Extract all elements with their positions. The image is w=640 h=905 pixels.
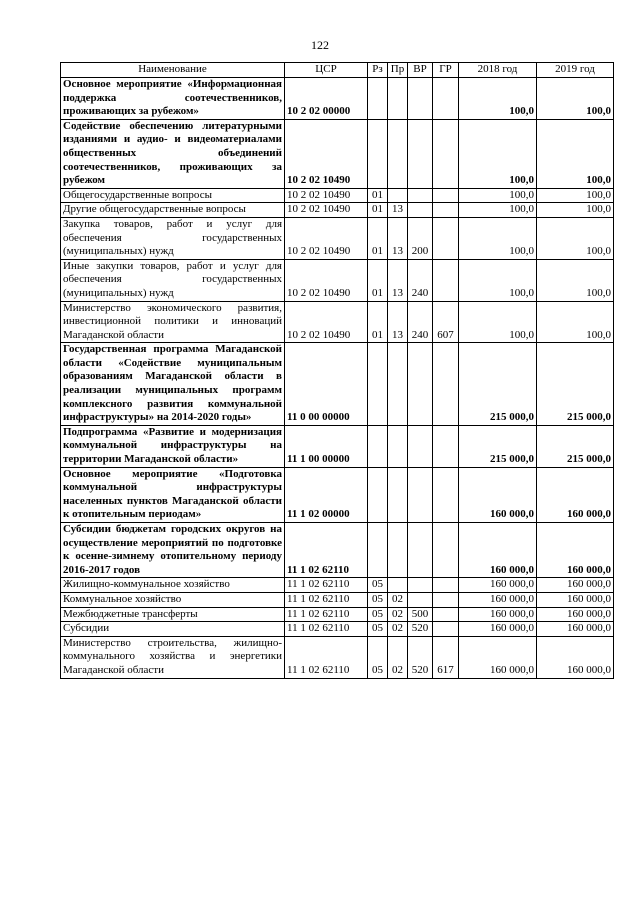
cell-gr xyxy=(433,425,459,467)
budget-table xyxy=(60,62,614,679)
cell-pr xyxy=(388,343,408,426)
cell-pr xyxy=(388,425,408,467)
cell-csr: 10 2 02 10490 xyxy=(285,188,368,203)
cell-csr: 10 2 02 10490 xyxy=(285,203,368,218)
table-row xyxy=(61,259,614,301)
cell-rz: 05 xyxy=(368,607,388,622)
cell-2018: 160 000,0 xyxy=(459,578,537,593)
header-pr: Пр xyxy=(388,63,408,78)
cell-csr: 10 2 02 10490 xyxy=(285,301,368,343)
cell-pr: 02 xyxy=(388,622,408,637)
cell-pr xyxy=(388,78,408,120)
cell-rz: 05 xyxy=(368,622,388,637)
table-row xyxy=(61,217,614,259)
cell-pr: 13 xyxy=(388,217,408,259)
cell-rz: 05 xyxy=(368,578,388,593)
cell-gr xyxy=(433,607,459,622)
cell-2018: 100,0 xyxy=(459,259,537,301)
cell-pr: 02 xyxy=(388,636,408,678)
cell-2018: 100,0 xyxy=(459,217,537,259)
header-2018: 2018 год xyxy=(459,63,537,78)
cell-2019: 160 000,0 xyxy=(537,622,614,637)
cell-name: Жилищно-коммунальное хозяйство xyxy=(61,578,285,593)
table-header-row xyxy=(61,63,614,78)
cell-2018: 160 000,0 xyxy=(459,592,537,607)
cell-csr: 11 1 02 00000 xyxy=(285,467,368,522)
cell-vr xyxy=(408,425,433,467)
cell-csr: 10 2 02 10490 xyxy=(285,217,368,259)
cell-2019: 100,0 xyxy=(537,217,614,259)
table-row xyxy=(61,636,614,678)
cell-name: Основное мероприятие «Информационная поддержка соотечественников, проживающих за рубежом» xyxy=(61,78,285,120)
cell-vr xyxy=(408,578,433,593)
cell-pr: 02 xyxy=(388,607,408,622)
cell-rz: 05 xyxy=(368,592,388,607)
table-row xyxy=(61,578,614,593)
cell-2018: 160 000,0 xyxy=(459,607,537,622)
cell-2019: 100,0 xyxy=(537,259,614,301)
cell-gr xyxy=(433,467,459,522)
cell-pr: 13 xyxy=(388,203,408,218)
cell-2018: 160 000,0 xyxy=(459,622,537,637)
table-row xyxy=(61,592,614,607)
cell-name: Министерство строительства, жилищно-коммунального хозяйства и энергетики Магаданской области xyxy=(61,636,285,678)
cell-2018: 100,0 xyxy=(459,119,537,188)
cell-2018: 160 000,0 xyxy=(459,467,537,522)
cell-rz: 01 xyxy=(368,217,388,259)
cell-csr: 11 1 02 62110 xyxy=(285,607,368,622)
cell-pr: 02 xyxy=(388,592,408,607)
cell-name: Подпрограмма «Развитие и модернизация коммунальной инфраструктуры на территории Магаданской области» xyxy=(61,425,285,467)
header-2019: 2019 год xyxy=(537,63,614,78)
cell-2019: 215 000,0 xyxy=(537,343,614,426)
cell-2018: 100,0 xyxy=(459,301,537,343)
cell-name: Коммунальное хозяйство xyxy=(61,592,285,607)
cell-rz xyxy=(368,119,388,188)
cell-vr xyxy=(408,119,433,188)
cell-2019: 215 000,0 xyxy=(537,425,614,467)
cell-2019: 160 000,0 xyxy=(537,592,614,607)
table-row xyxy=(61,188,614,203)
table-row xyxy=(61,343,614,426)
header-name: Наименование xyxy=(61,63,285,78)
table-row xyxy=(61,523,614,578)
cell-2019: 160 000,0 xyxy=(537,523,614,578)
cell-pr xyxy=(388,119,408,188)
cell-2018: 160 000,0 xyxy=(459,636,537,678)
cell-2019: 100,0 xyxy=(537,301,614,343)
header-rz: Рз xyxy=(368,63,388,78)
cell-2019: 160 000,0 xyxy=(537,578,614,593)
cell-2018: 215 000,0 xyxy=(459,343,537,426)
table-body xyxy=(61,78,614,679)
cell-rz xyxy=(368,523,388,578)
cell-csr: 11 1 02 62110 xyxy=(285,592,368,607)
cell-name: Иные закупки товаров, работ и услуг для обеспечения государственных (муниципальных) нужд xyxy=(61,259,285,301)
cell-rz: 05 xyxy=(368,636,388,678)
cell-csr: 10 2 02 10490 xyxy=(285,119,368,188)
cell-vr xyxy=(408,78,433,120)
cell-vr xyxy=(408,523,433,578)
cell-name: Межбюджетные трансферты xyxy=(61,607,285,622)
cell-pr: 13 xyxy=(388,301,408,343)
cell-vr xyxy=(408,592,433,607)
cell-2019: 100,0 xyxy=(537,78,614,120)
cell-pr: 13 xyxy=(388,259,408,301)
page-number: 122 xyxy=(311,38,329,52)
table-row xyxy=(61,78,614,120)
cell-2019: 160 000,0 xyxy=(537,636,614,678)
cell-rz: 01 xyxy=(368,188,388,203)
cell-2018: 215 000,0 xyxy=(459,425,537,467)
cell-name: Основное мероприятие «Подготовка коммунальной инфраструктуры населенных пунктов Магаданской области к отопительным периодам» xyxy=(61,467,285,522)
cell-2019: 160 000,0 xyxy=(537,467,614,522)
cell-vr: 520 xyxy=(408,636,433,678)
cell-csr: 11 0 00 00000 xyxy=(285,343,368,426)
table-row xyxy=(61,425,614,467)
cell-2018: 100,0 xyxy=(459,203,537,218)
cell-gr xyxy=(433,622,459,637)
cell-rz xyxy=(368,78,388,120)
cell-gr xyxy=(433,217,459,259)
cell-gr xyxy=(433,592,459,607)
cell-rz: 01 xyxy=(368,203,388,218)
cell-vr xyxy=(408,203,433,218)
cell-rz xyxy=(368,425,388,467)
table-row xyxy=(61,622,614,637)
cell-gr: 617 xyxy=(433,636,459,678)
cell-2019: 100,0 xyxy=(537,188,614,203)
cell-name: Субсидии бюджетам городских округов на осуществление мероприятий по подготовке к осенне-зимнему отопительному периоду 2016-2017 годов xyxy=(61,523,285,578)
table-row xyxy=(61,203,614,218)
table-row xyxy=(61,119,614,188)
header-vr: ВР xyxy=(408,63,433,78)
cell-name: Другие общегосударственные вопросы xyxy=(61,203,285,218)
cell-2018: 100,0 xyxy=(459,78,537,120)
cell-rz xyxy=(368,343,388,426)
cell-vr xyxy=(408,188,433,203)
cell-2019: 100,0 xyxy=(537,119,614,188)
cell-name: Субсидии xyxy=(61,622,285,637)
cell-rz xyxy=(368,467,388,522)
cell-csr: 11 1 00 00000 xyxy=(285,425,368,467)
header-gr: ГР xyxy=(433,63,459,78)
cell-name: Закупка товаров, работ и услуг для обеспечения государственных (муниципальных) нужд xyxy=(61,217,285,259)
cell-csr: 10 2 02 10490 xyxy=(285,259,368,301)
cell-vr xyxy=(408,343,433,426)
cell-2018: 100,0 xyxy=(459,188,537,203)
cell-pr xyxy=(388,188,408,203)
header-csr: ЦСР xyxy=(285,63,368,78)
table-row xyxy=(61,607,614,622)
cell-vr: 520 xyxy=(408,622,433,637)
cell-gr: 607 xyxy=(433,301,459,343)
cell-gr xyxy=(433,188,459,203)
cell-gr xyxy=(433,578,459,593)
cell-csr: 11 1 02 62110 xyxy=(285,578,368,593)
table-row xyxy=(61,467,614,522)
cell-gr xyxy=(433,259,459,301)
cell-csr: 11 1 02 62110 xyxy=(285,636,368,678)
cell-vr: 200 xyxy=(408,217,433,259)
cell-2018: 160 000,0 xyxy=(459,523,537,578)
cell-rz: 01 xyxy=(368,259,388,301)
cell-gr xyxy=(433,343,459,426)
cell-2019: 100,0 xyxy=(537,203,614,218)
cell-pr xyxy=(388,523,408,578)
cell-gr xyxy=(433,203,459,218)
cell-csr: 11 1 02 62110 xyxy=(285,523,368,578)
cell-name: Содействие обеспечению литературными изданиями и аудио- и видеоматериалами общественных объединений соотечественников, проживающих за рубежом xyxy=(61,119,285,188)
cell-vr: 240 xyxy=(408,301,433,343)
cell-gr xyxy=(433,119,459,188)
cell-csr: 10 2 02 00000 xyxy=(285,78,368,120)
cell-gr xyxy=(433,78,459,120)
cell-gr xyxy=(433,523,459,578)
cell-name: Общегосударственные вопросы xyxy=(61,188,285,203)
table-row xyxy=(61,301,614,343)
cell-vr: 500 xyxy=(408,607,433,622)
cell-name: Министерство экономического развития, инвестиционной политики и инноваций Магаданской области xyxy=(61,301,285,343)
cell-rz: 01 xyxy=(368,301,388,343)
cell-vr: 240 xyxy=(408,259,433,301)
cell-pr xyxy=(388,578,408,593)
cell-vr xyxy=(408,467,433,522)
cell-name: Государственная программа Магаданской области «Содействие муниципальным образованиям Магаданской области в реализации муниципальных программ комплексного развития коммунальной инфраструктуры» на 2014-2020 годы» xyxy=(61,343,285,426)
cell-csr: 11 1 02 62110 xyxy=(285,622,368,637)
cell-2019: 160 000,0 xyxy=(537,607,614,622)
cell-pr xyxy=(388,467,408,522)
